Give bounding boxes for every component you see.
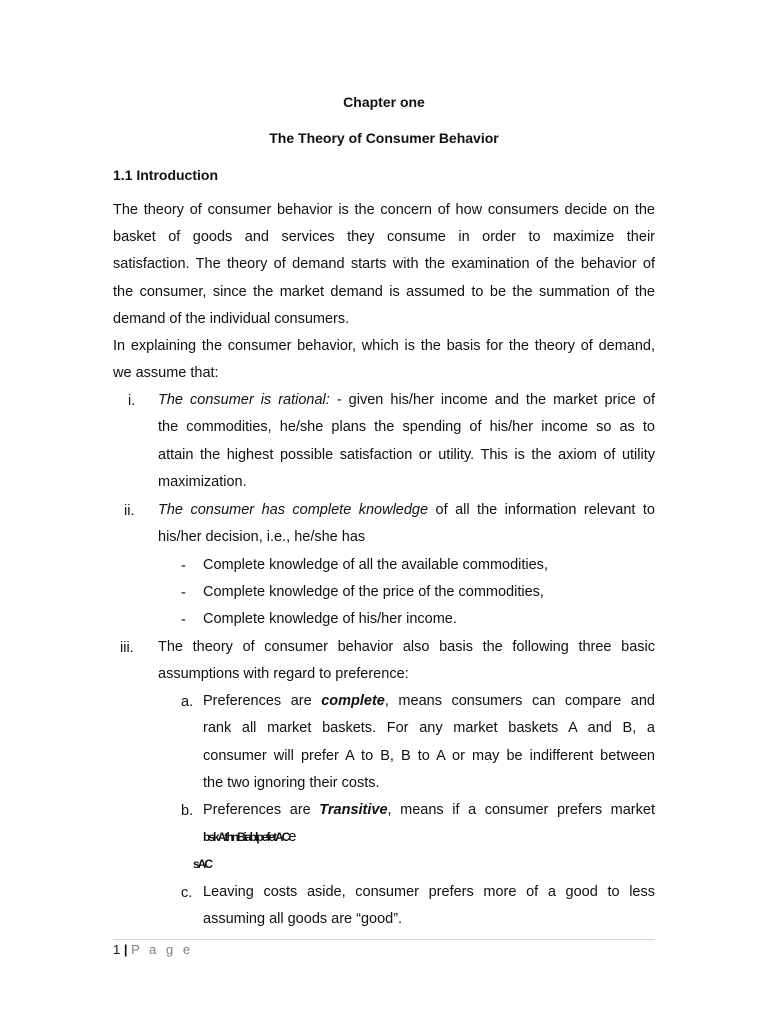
text-line: basket of goods and services they consume in order to maximize their — [113, 229, 655, 246]
preference-transitive — [203, 797, 655, 824]
footer-separator: | — [123, 942, 128, 957]
text-line: demand of the individual consumers. — [113, 310, 350, 327]
text-line: maximization. — [158, 473, 247, 490]
page-number: 1 — [113, 942, 121, 957]
list-marker: i. — [128, 393, 136, 409]
bullet-item: Complete knowledge of his/her income. — [203, 611, 457, 627]
assumption-knowledge — [158, 497, 655, 552]
text-line: the consumer, since the market demand is assumed to be the summation of the — [113, 283, 655, 300]
assumptions-paragraph — [113, 333, 655, 387]
garbled-text-line: sAC — [193, 857, 212, 871]
assumption-preferences — [158, 634, 655, 689]
text-line: Preferences are Transitive, means if a consumer prefers market — [203, 802, 655, 818]
bullet-item: Complete knowledge of all the available commodities, — [203, 557, 548, 573]
text-line: attain the highest possible satisfaction or utility. This is the axiom of utility — [158, 446, 655, 463]
text-line: assumptions with regard to preference: — [158, 666, 409, 683]
text-line: the commodities, he/she plans the spending of his/her income so as to — [158, 419, 655, 436]
emphasis-text: Transitive — [319, 802, 388, 818]
page-footer — [113, 942, 193, 957]
text-line: consumer will prefer A to B, B to A or may be indifferent between — [203, 747, 655, 764]
list-marker: ii. — [124, 503, 135, 519]
text-line: The consumer is rational: - given his/her income and the market price of — [158, 392, 655, 408]
text-line: The theory of consumer behavior also basis the following three basic — [158, 639, 655, 655]
section-heading: 1.1 Introduction — [113, 167, 218, 183]
text-line: Preferences are complete, means consumers can compare and — [203, 693, 655, 709]
footer-divider — [113, 939, 655, 940]
emphasis-text: The consumer has complete knowledge — [158, 502, 429, 518]
list-marker: iii. — [120, 640, 134, 656]
preference-more-is-better — [203, 879, 655, 934]
bullet-item: Complete knowledge of the price of the commodities, — [203, 584, 544, 600]
chapter-label: Chapter one — [343, 94, 425, 110]
text-line: satisfaction. The theory of demand starts with the examination of the behavior of — [113, 256, 655, 273]
sub-marker: c. — [181, 885, 193, 901]
page-label: P a g e — [131, 942, 194, 957]
garbled-text-line: bskAthnBiablpefetACe — [203, 829, 297, 845]
text-line: The theory of consumer behavior is the concern of how consumers decide on the — [113, 202, 655, 218]
emphasis-text: complete — [321, 693, 385, 709]
text-line: assuming all goods are “good”. — [203, 911, 403, 928]
text-line: rank all market baskets. For any market baskets A and B, a — [203, 720, 655, 737]
text-line: we assume that: — [113, 365, 219, 382]
text-line: his/her decision, i.e., he/she has — [158, 529, 366, 546]
bullet-dash: - — [181, 558, 186, 574]
assumption-rational — [158, 387, 655, 496]
text-line: the two ignoring their costs. — [203, 774, 380, 791]
text-line: In explaining the consumer behavior, which is the basis for the theory of demand, — [113, 338, 655, 354]
sub-marker: a. — [181, 694, 194, 710]
text-line: The consumer has complete knowledge of all the information relevant to — [158, 502, 655, 518]
preference-complete — [203, 688, 655, 797]
bullet-dash: - — [181, 612, 186, 628]
intro-paragraph — [113, 197, 655, 333]
emphasis-text: The consumer is rational: — [158, 392, 330, 408]
document-title: The Theory of Consumer Behavior — [269, 130, 499, 146]
text-line: Leaving costs aside, consumer prefers more of a good to less — [203, 884, 655, 900]
bullet-dash: - — [181, 585, 186, 601]
sub-marker: b. — [181, 803, 194, 819]
